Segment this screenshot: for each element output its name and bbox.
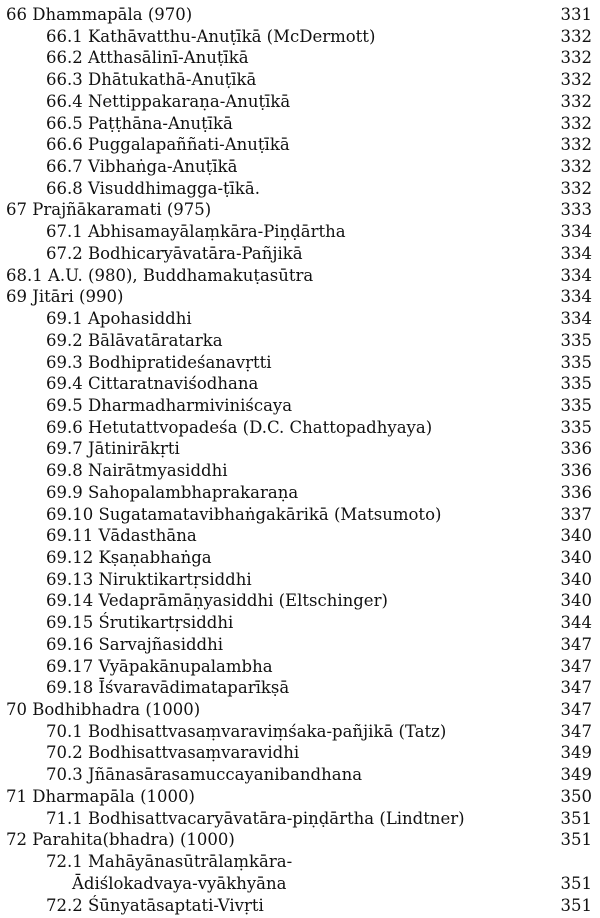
toc-entry-page: 347 xyxy=(560,634,592,654)
toc-entry-page: 351 xyxy=(560,808,592,828)
toc-entry-title: 70.1 Bodhisattvasaṃvaraviṃśaka-pañjikā (Tatz) xyxy=(46,721,447,741)
toc-entry-title: 66.5 Paṭṭhāna-Anuṭīkā xyxy=(46,113,233,133)
toc-entry xyxy=(0,308,600,330)
toc-entry xyxy=(0,91,600,113)
toc-entry xyxy=(0,26,600,48)
toc-entry-page: 332 xyxy=(560,113,592,133)
toc-entry xyxy=(0,721,600,743)
toc-entry-page: 347 xyxy=(560,656,592,676)
toc-entry xyxy=(0,677,600,699)
toc-entry-title: 70 Bodhibhadra (1000) xyxy=(6,700,201,720)
toc-entry xyxy=(0,851,600,873)
toc-entry xyxy=(0,699,600,721)
toc-entry xyxy=(0,417,600,439)
toc-entry-page: 335 xyxy=(560,395,592,415)
toc-entry-title: 71 Dharmapāla (1000) xyxy=(6,786,195,806)
toc-entry xyxy=(0,373,600,395)
toc-entry-title: 67 Prajñākaramati (975) xyxy=(6,200,212,220)
toc-entry xyxy=(0,764,600,786)
toc-entry-title: 69.1 Apohasiddhi xyxy=(46,309,192,329)
toc-entry-title: 69.12 Kṣaṇabhaṅga xyxy=(46,548,212,567)
toc-entry-title: 69.16 Sarvajñasiddhi xyxy=(46,634,224,654)
toc-entry-page: 336 xyxy=(560,439,592,459)
toc-entry xyxy=(0,330,600,352)
toc-entry-title: 69.4 Cittaratnaviśodhana xyxy=(46,374,259,394)
toc-entry xyxy=(0,525,600,547)
toc-entry xyxy=(0,47,600,69)
toc-entry-title: 68.1 A.U. (980), Buddhamakuṭasūtra xyxy=(6,265,314,285)
toc-entry-page: 337 xyxy=(560,504,592,524)
toc-entry xyxy=(0,178,600,200)
toc-entry-page: 332 xyxy=(560,70,592,90)
toc-entry xyxy=(0,352,600,374)
toc-entry xyxy=(0,482,600,504)
toc-entry-title: 66.8 Visuddhimagga-ṭīkā. xyxy=(46,178,261,198)
toc-entry xyxy=(0,134,600,156)
toc-entry-title: 69.18 Īśvaravādimataparīkṣā xyxy=(46,678,290,698)
toc-entry-page: 340 xyxy=(560,548,592,567)
toc-entry xyxy=(0,113,600,135)
toc-entry-title: 66.3 Dhātukathā-Anuṭīkā xyxy=(46,70,257,90)
toc-entry-title: 69.14 Vedaprāmāṇyasiddhi (Eltschinger) xyxy=(46,591,388,611)
toc-entry xyxy=(0,808,600,830)
toc-entry-page: 351 xyxy=(560,830,592,850)
toc-entry-page: 331 xyxy=(560,5,592,24)
toc-entry-title: 66.1 Kathāvatthu-Anuṭīkā (McDermott) xyxy=(46,26,376,46)
toc-entry-page: 349 xyxy=(560,743,592,763)
toc-entry-title: 69.2 Bālāvatāratarka xyxy=(46,330,223,350)
toc-entry-title: 69.6 Hetutattvopadeśa (D.C. Chattopadhyaya) xyxy=(46,417,433,437)
toc-entry-title: 69.8 Nairātmyasiddhi xyxy=(46,461,228,481)
toc-entry-title: 66.2 Atthasālinī-Anuṭīkā xyxy=(46,48,249,68)
toc-entry-title: 66 Dhammapāla (970) xyxy=(6,5,193,24)
toc-entry-page: 332 xyxy=(560,91,592,111)
toc-entry-title: Ādiślokadvaya-vyākhyāna xyxy=(72,873,287,893)
toc-entry-title: 69 Jitāri (990) xyxy=(6,287,124,307)
toc-entry xyxy=(0,547,600,569)
toc-entry-page: 335 xyxy=(560,352,592,372)
toc-entry-title: 69.3 Bodhipratideśanavṛtti xyxy=(46,352,272,372)
toc-entry-page: 332 xyxy=(560,48,592,68)
toc-entry-page: 340 xyxy=(560,569,592,589)
toc-entry-title: 67.1 Abhisamayālaṃkāra-Piṇḍārtha xyxy=(46,222,346,242)
toc-entry-title: 72 Parahita(bhadra) (1000) xyxy=(6,830,235,850)
toc-entry xyxy=(0,286,600,308)
toc-entry-page: 332 xyxy=(560,135,592,155)
toc-entry xyxy=(0,460,600,482)
toc-entry-title: 69.13 Niruktikartṛsiddhi xyxy=(46,569,252,589)
toc-entry-title: 67.2 Bodhicaryāvatāra-Pañjikā xyxy=(46,243,303,263)
toc-entry-page: 332 xyxy=(560,178,592,198)
toc-entry xyxy=(0,742,600,764)
toc-entry-title: 70.2 Bodhisattvasaṃvaravidhi xyxy=(46,743,300,763)
toc-entry-title: 66.4 Nettippakaraṇa-Anuṭīkā xyxy=(46,91,291,111)
toc-entry-page: 349 xyxy=(560,765,592,785)
toc-entry-title: 72.1 Mahāyānasūtrālaṃkāra- xyxy=(46,852,293,872)
toc-entry xyxy=(0,873,600,895)
toc-entry-title: 69.7 Jātinirākṛti xyxy=(46,439,180,459)
toc-entry-page: 333 xyxy=(560,200,592,220)
toc-entry-title: 72.2 Śūnyatāsaptati-Vivṛti xyxy=(46,895,264,915)
toc-entry xyxy=(0,395,600,417)
toc-entry-title: 66.6 Puggalapaññati-Anuṭīkā xyxy=(46,135,290,155)
toc-entry-page: 351 xyxy=(560,873,592,893)
toc-entry xyxy=(0,612,600,634)
toc-entry-title: 70.3 Jñānasārasamuccayanibandhana xyxy=(46,765,363,785)
toc-entry xyxy=(0,221,600,243)
toc-entry-page: 351 xyxy=(560,895,592,915)
toc-entry-page: 335 xyxy=(560,330,592,350)
toc-entry-title: 69.15 Śrutikartṛsiddhi xyxy=(46,613,234,633)
toc-entry-page: 334 xyxy=(560,222,592,242)
toc-entry-page: 334 xyxy=(560,287,592,307)
toc-entry-page: 347 xyxy=(560,721,592,741)
toc-entry-title: 69.5 Dharmadharmiviniścaya xyxy=(46,395,293,415)
toc-entry xyxy=(0,69,600,91)
toc-entry-page: 332 xyxy=(560,26,592,46)
toc-entry xyxy=(0,590,600,612)
toc-entry-page: 334 xyxy=(560,265,592,285)
toc-entry-page: 340 xyxy=(560,591,592,611)
toc-entry xyxy=(0,156,600,178)
toc-entry-title: 66.7 Vibhaṅga-Anuṭīkā xyxy=(46,157,238,177)
toc-entry-title: 69.9 Sahopalambhaprakaraṇa xyxy=(46,482,299,502)
toc-entry-page: 340 xyxy=(560,526,592,546)
toc-entry xyxy=(0,199,600,221)
toc-entry-page: 336 xyxy=(560,482,592,502)
toc-entry-page: 334 xyxy=(560,243,592,263)
toc-entry-page: 336 xyxy=(560,461,592,481)
toc-entry xyxy=(0,265,600,287)
toc-entry-page: 347 xyxy=(560,700,592,720)
toc-entry xyxy=(0,634,600,656)
toc-entry xyxy=(0,4,600,26)
toc-entry xyxy=(0,438,600,460)
toc-entry-page: 347 xyxy=(560,678,592,698)
toc-entry xyxy=(0,243,600,265)
toc-entry xyxy=(0,656,600,678)
toc-entry xyxy=(0,786,600,808)
toc-entry-page: 335 xyxy=(560,417,592,437)
toc-entry-title: 71.1 Bodhisattvacaryāvatāra-piṇḍārtha (Lindtner) xyxy=(46,808,465,828)
toc-entry xyxy=(0,895,600,917)
toc-entry-title: 69.11 Vādasthāna xyxy=(46,526,197,546)
toc-entry-title: 69.17 Vyāpakānupalambha xyxy=(46,656,273,676)
toc-entry-page: 332 xyxy=(560,157,592,177)
toc-entry xyxy=(0,569,600,591)
toc-entry xyxy=(0,829,600,851)
toc-entry-page: 334 xyxy=(560,309,592,329)
toc-entry-page: 335 xyxy=(560,374,592,394)
toc-entry-title: 69.10 Sugatamatavibhaṅgakārikā (Matsumoto) xyxy=(46,504,442,524)
toc-entry xyxy=(0,504,600,526)
toc-entry-page: 350 xyxy=(560,786,592,806)
toc-entry-page: 344 xyxy=(560,613,592,633)
